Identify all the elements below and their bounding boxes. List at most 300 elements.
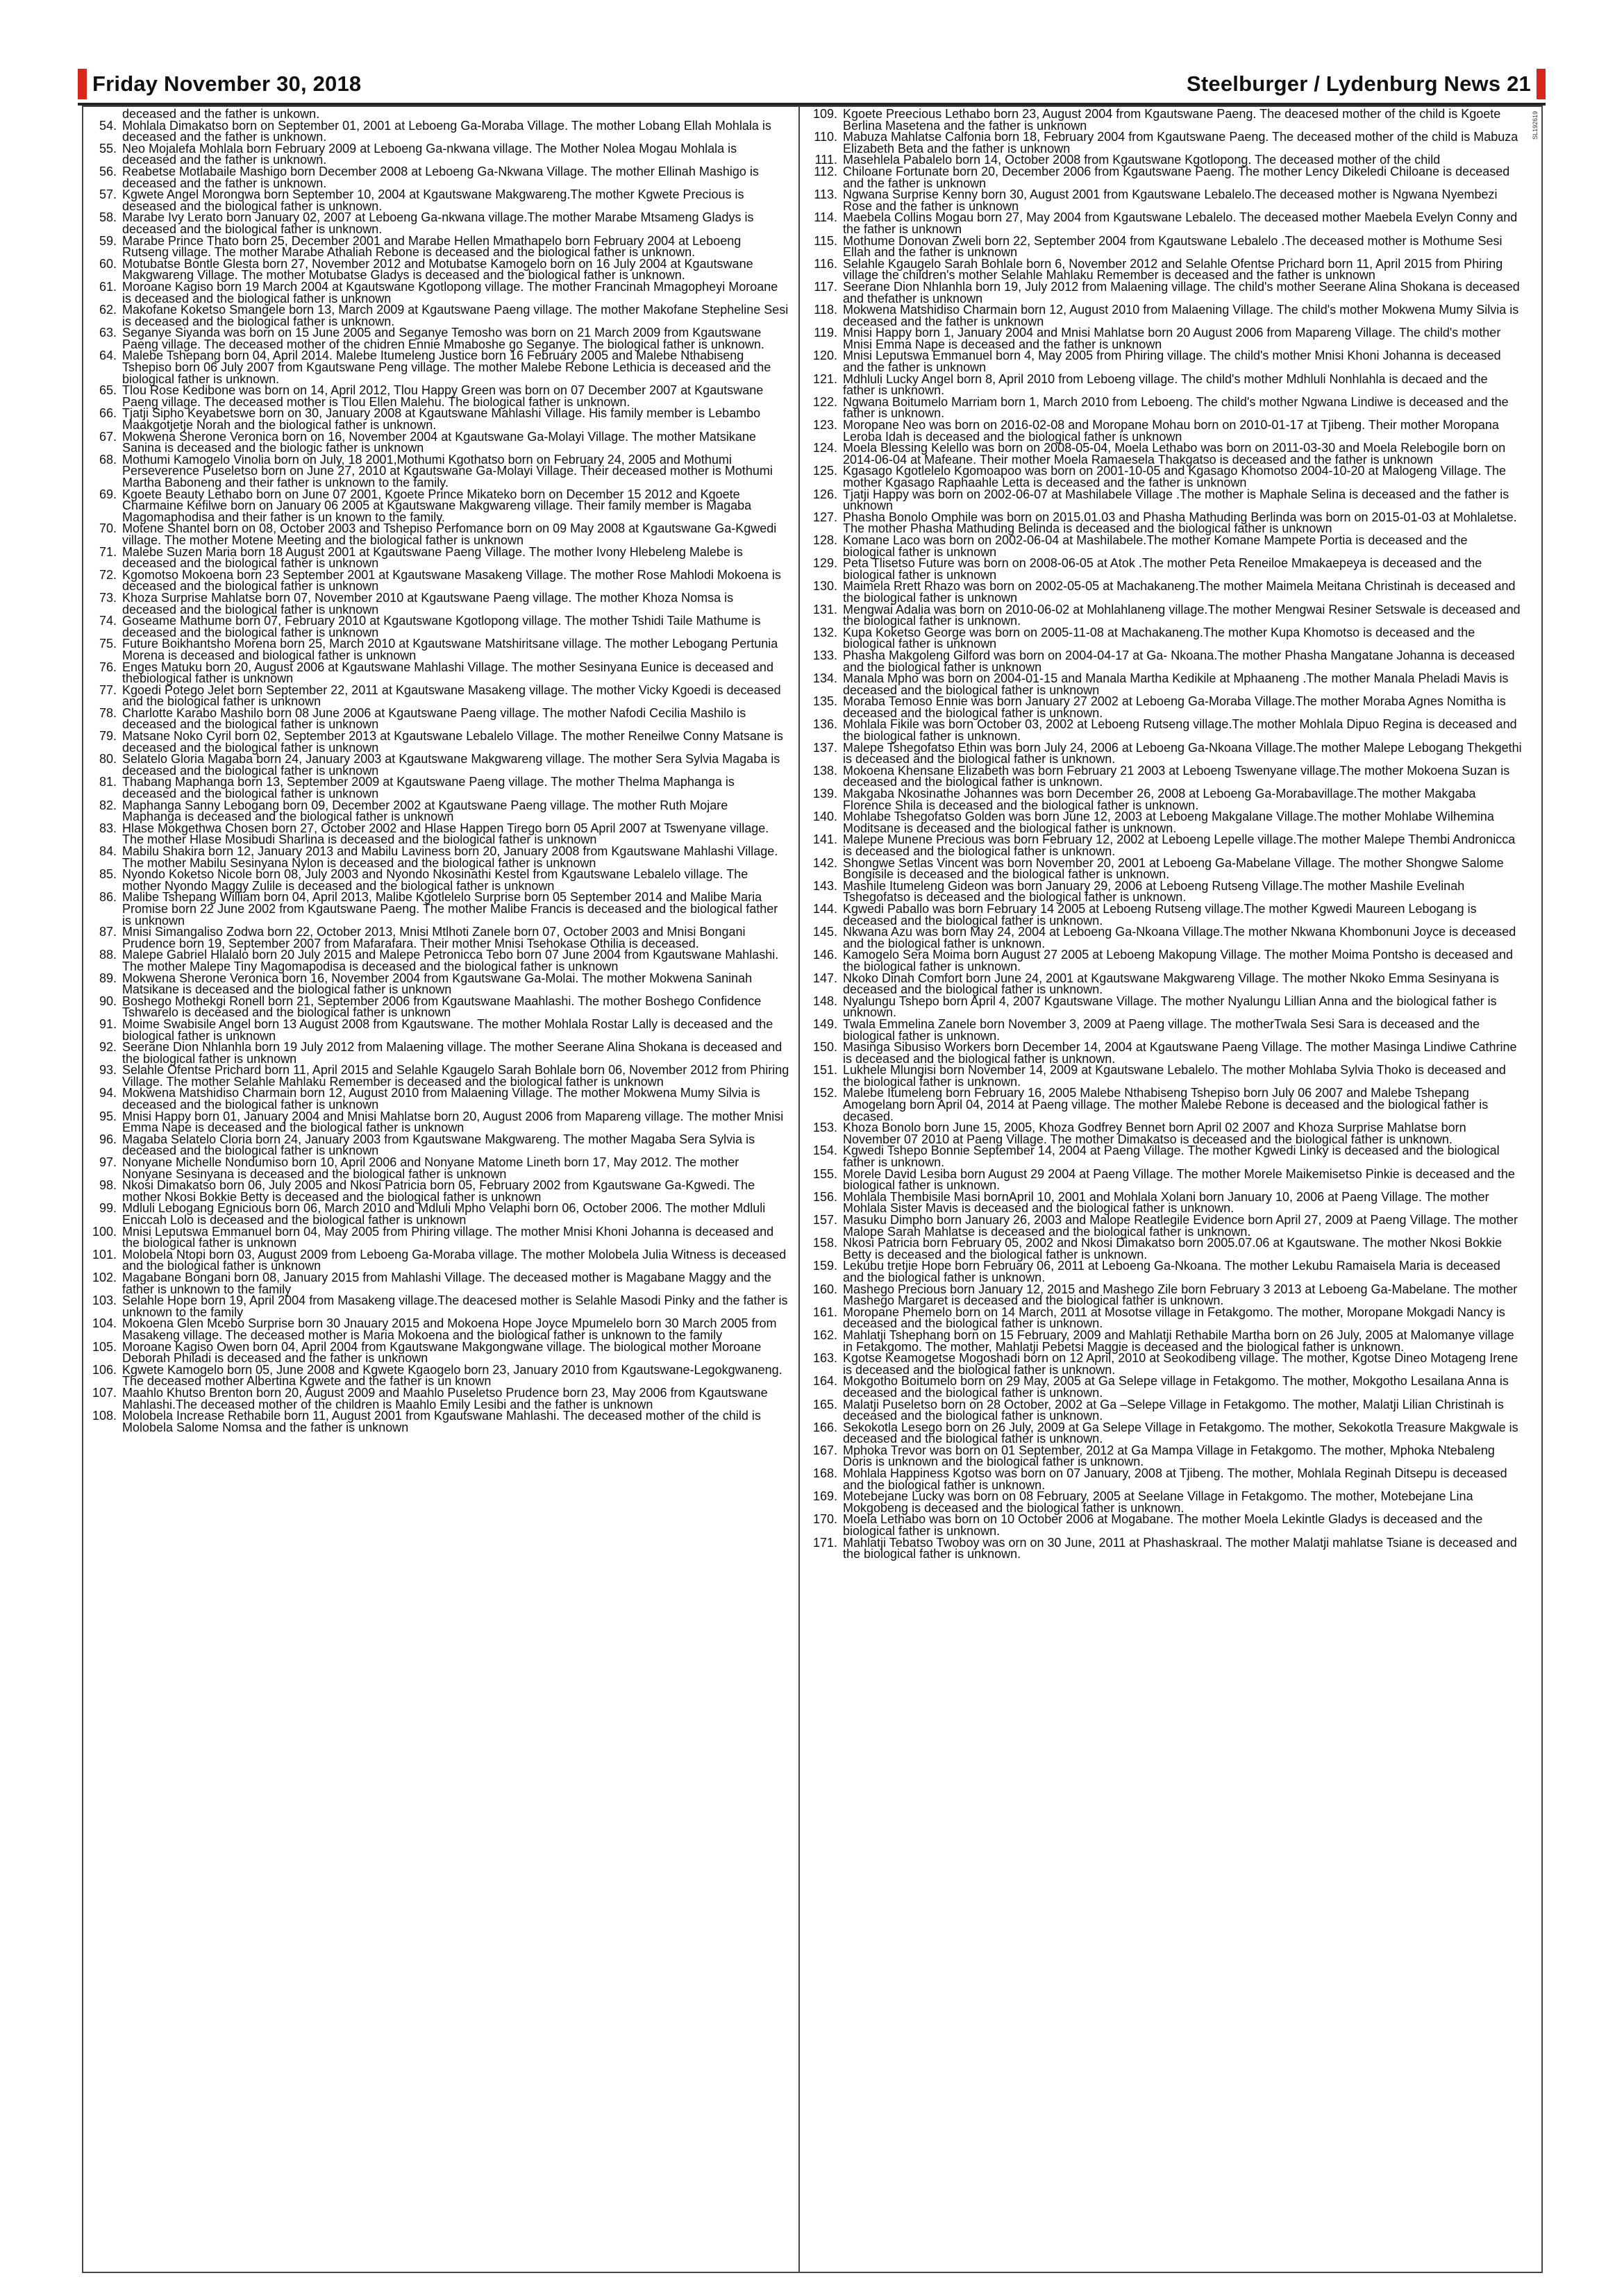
entry-text: Masehlela Pabalelo born 14, October 2008 from Kgautswane Kgotlopong. The deceased mother of the child — [843, 153, 1441, 167]
entry-text: Peta Tlisetso Future was born on 2008-06-05 at Atok .The mother Peta Reneiloe Mmakaepeya is deceased and the biological father is unknown — [843, 556, 1482, 582]
notice-entry — [810, 673, 1522, 696]
entry-text: Neo Mojalefa Mohlala born February 2009 at Leboeng Ga-nkwana village. The Mother Nolea Mogau Mohlala is deceased and the father is unknown. — [122, 141, 737, 167]
notice-entry — [89, 166, 790, 189]
header-right — [1187, 68, 1546, 100]
notice-entry — [89, 730, 790, 753]
entry-number: 136. — [812, 717, 837, 732]
notice-entry — [810, 996, 1522, 1019]
entry-number: 144. — [812, 901, 837, 916]
entry-number: 58. — [99, 210, 117, 225]
entry-number: 162. — [812, 1327, 837, 1342]
notice-entry — [810, 189, 1522, 212]
entry-number: 152. — [812, 1086, 837, 1100]
entry-text: Mohlala Thembisile Masi bornApril 10, 2001 and Mohlala Xolani born January 10, 2006 at Paeng Village. The mother Mohlala Sister Mavis is deceased and the biological father is unknown. — [843, 1189, 1489, 1216]
notice-entry — [810, 627, 1522, 650]
entry-number: 57. — [99, 187, 117, 202]
entry-number: 94. — [99, 1086, 117, 1100]
entry-number: 89. — [99, 971, 117, 985]
entry-text: Mnisi Happy born 01, January 2004 and Mnisi Mahlatse born 20, August 2006 from Mapareng village. The mother Mnisi Emma Nape is deceased and the biological father is unknown — [122, 1109, 784, 1135]
entry-number: 96. — [99, 1132, 117, 1146]
notice-entry — [810, 742, 1522, 765]
entry-number: 171. — [812, 1535, 837, 1550]
entry-number: 120. — [812, 349, 837, 363]
entry-text: Mnisi Happy born 1, January 2004 and Mnisi Mahlatse born 20 August 2006 from Mapareng Village. The child's mother Mnisi Emma Nape is deceased and the father is unknown — [843, 326, 1501, 351]
entry-number: 126. — [812, 487, 837, 501]
notice-entry — [89, 304, 790, 327]
entry-text: Malebe Suzen Maria born 18 August 2001 at Kgautswane Paeng Village. The mother Ivony Hlebeleng Malebe is deceased and the biological father is unknown — [122, 544, 743, 571]
notice-entry — [89, 431, 790, 454]
notice-entry — [89, 1295, 790, 1318]
entry-text: Kgotse Keamogetse Mogoshadi born on 12 April, 2010 at Seokodibeng village. The mother, Kgotse Dineo Motageng Irene is deceased and the biological father is unknown. — [843, 1351, 1518, 1377]
notice-entry — [810, 1307, 1522, 1330]
entry-text: Mashego Precious born January 12, 2015 and Mashego Zile born February 3 2013 at Leboeng Ga-Mabelane. The mother Mashego Margaret is deceased and the biological father is unknown. — [843, 1282, 1518, 1308]
entry-text: Masinga Sibusiso Workers born December 14, 2004 at Kgautswane Paeng Village. The mother Masinga Lindiwe Cathrine is deceased and the biological father is unknown. — [843, 1040, 1517, 1066]
notice-entry — [89, 638, 790, 661]
entry-number: 138. — [812, 763, 837, 778]
entry-text: Kamogelo Sera Moima born August 27 2005 at Leboeng Makopung Village. The mother Moima Pontsho is deceased and the biological father is unknown. — [843, 948, 1513, 973]
entry-text: Moroane Kagiso Owen born 04, April 2004 from Kgautswane Makgongwane village. The biological mother Moroane Deborah Philadi is deceased and the father is unknown — [122, 1339, 762, 1366]
entry-text: Tjatji Sipho Keyabetswe born on 30, January 2008 at Kgautswane Mahlashi Village. His family member is Lebambo Maakgotjetje Norah and the biological father is unknown. — [122, 406, 761, 433]
entry-text: Moime Swabisile Angel born 13 August 2008 from Kgautswane. The mother Mohlala Rostar Lally is deceased and the biological father is unknown — [122, 1016, 773, 1043]
entry-number: 80. — [99, 752, 117, 766]
entry-number: 65. — [99, 383, 117, 398]
entry-text: Mokwena Matshidiso Charmain born 12, August 2010 from Malaening Village. The mother Mokwena Mumy Silvia is deceased and the biological father is unknown — [122, 1086, 760, 1112]
entry-number: 64. — [99, 349, 117, 363]
entry-number: 68. — [99, 452, 117, 467]
entry-text: Sekokotla Lesego born on 26 July, 2009 at Ga Selepe Village in Fetakgomo. The mother, Sekokotla Treasure Makgwale is deceased and the biological father is unknown. — [843, 1420, 1518, 1446]
entry-text: Nkoko Dinah Comfort born June 24, 2001 at Kgautswane Makgwareng Village. The mother Nkoko Emma Sesinyana is deceased and the biological father is unknown. — [843, 971, 1499, 997]
entry-number: 63. — [99, 326, 117, 340]
entry-text: Malebe Itumeleng born February 16, 2005 Malebe Nthabiseng Tshepiso born July 06 2007 and Malebe Tshepang Amogelang born April 04, 2014 at Paeng village. The mother Malebe Rebone is deceased and the biological father is decased. — [843, 1086, 1489, 1123]
entry-text: Selahle Ofentse Prichard born 11, April 2015 and Selahle Kgaugelo Sarah Bohlale born 06, November 2012 from Phiring Village. The mother Selahle Mahlaku Remember is deceased and the biological father is unknown — [122, 1063, 789, 1089]
entry-text: Kgwete Kamogelo born 05, June 2008 and Kgwete Kgaogelo born 23, January 2010 from Kgautswane-Legokgwaneng. The deceased mother Albertina Kgwete and the father is un known — [122, 1362, 782, 1389]
entry-text: Mnisi Leputswa Emmanuel born 04, May 2005 from Phiring village. The mother Mnisi Khoni Johanna is deceased and the biological father is unknown — [122, 1224, 774, 1250]
notice-entry — [89, 707, 790, 730]
entry-number: 123. — [812, 418, 837, 433]
entry-text: Seerane Dion Nhlanhla born 19, July 2012 from Malaening village. The child's mother Seerane Alina Shokana is deceased and thefather is unknown — [843, 279, 1520, 305]
entry-number: 88. — [99, 948, 117, 962]
entry-text: Seerane Dion Nhlanhla born 19 July 2012 from Malaening village. The mother Seerane Alina Shokana is deceased and the biological father is unknown — [122, 1040, 782, 1066]
notice-entry — [810, 327, 1522, 350]
notice-entry — [810, 1491, 1522, 1514]
notice-entry — [810, 880, 1522, 903]
notice-entry — [89, 1364, 790, 1387]
notice-entry — [89, 1318, 790, 1341]
entry-number: 54. — [99, 118, 117, 133]
notice-entry — [89, 212, 790, 235]
entry-number: 146. — [812, 948, 837, 962]
entry-text: Kgoete Beauty Lethabo born on June 07 2001, Kgoete Prince Mikateko born on December 15 2012 and Kgoete Charmaine Kefilwe born on January 06 2005 at Kgautswane Makgwareng village. Their family member is Magaba Magomaphodisa and their father is un known to the family. — [122, 487, 752, 524]
entry-text: Motubatse Bontle Glesta born 27, November 2012 and Motubatse Kamogelo born on 16 July 2004 at Kgautswane Makgwareng Village. The mother Motubatse Gladys is deceased and the biological father is unknown. — [122, 256, 753, 283]
entry-text: Mashile Itumeleng Gideon was born January 29, 2006 at Leboeng Rutseng Village.The mother Mashile Evelinah Tshegofatso is deceased and the biological father is unknown. — [843, 878, 1465, 905]
entry-text: Lekubu tretjie Hope born February 06, 2011 at Leboeng Ga-Nkoana. The mother Lekubu Ramaisela Maria is deceased and the biological father is unknown. — [843, 1259, 1500, 1284]
entry-number: 73. — [99, 590, 117, 605]
entry-number: 130. — [812, 579, 837, 594]
page-header — [78, 68, 1546, 106]
notice-entry — [89, 1180, 790, 1203]
entry-number: 166. — [812, 1420, 837, 1434]
entry-number: 98. — [99, 1178, 117, 1193]
notice-entry — [89, 682, 790, 709]
entry-text: Moela Lethabo was born on 10 October 2006 at Mogabane. The mother Moela Lekintle Gladys is deceased and the biological father is unknown. — [843, 1512, 1483, 1539]
entry-text: Nkwana Azu was born May 24, 2004 at Leboeng Ga-Nkoana Village.The mother Nkwana Khombonuni Joyce is deceased and the biological father is unknown. — [843, 925, 1516, 950]
notice-entry — [810, 1214, 1522, 1237]
notice-entry — [89, 1203, 790, 1225]
entry-text: Ngwana Surprise Kenny born 30, August 2001 from Kgautswane Lebalelo.The deceased mother is Ngwana Nyembezi Rose and the father is unknown — [843, 187, 1498, 213]
entry-number: 108. — [92, 1409, 117, 1423]
notice-entry — [810, 1399, 1522, 1422]
entry-text: Magabane Bongani born 08, January 2015 from Mahlashi Village. The deceased mother is Magabane Maggy and the father is unknown to the family — [122, 1270, 771, 1296]
entry-number: 93. — [99, 1063, 117, 1078]
entry-text: Hlase Mokgethwa Chosen born 27, October 2002 and Hlase Happen Tirego born 05 April 2007 at Tswenyane village. The mother Hlase Mosibudi Sharlina is deceased and the biological father is unknown — [122, 821, 769, 847]
entry-text: Enges Matuku born 20, August 2006 at Kgautswane Mahlashi Village. The mother Sesinyana Eunice is deceased and thebiological father is unknown — [122, 660, 773, 686]
entry-text: Komane Laco was born on 2002-06-04 at Mashilabele.The mother Komane Mampete Portia is deceased and the biological father is unknown — [843, 533, 1468, 559]
notice-entry — [810, 1087, 1522, 1122]
entry-text: Twala Emmelina Zanele born November 3, 2009 at Paeng village. The motherTwala Sesi Sara is deceased and the biological father is unknown. — [843, 1016, 1480, 1043]
notice-entry — [810, 535, 1522, 558]
entry-text: Marabe Prince Thato born 25, December 2001 and Marabe Hellen Mmathapelo born February 2004 at Leboeng Rutseng village. The mother Marabe Athaliah Rebone is deceased and the biological father is unknown. — [122, 233, 742, 260]
entry-text: Boshego Mothekgi Ronell born 21, September 2006 from Kgautswane Maahlashi. The mother Boshego Confidence Tshwarelo is deceased and the biological father is unknown — [122, 994, 762, 1020]
notice-entry — [810, 650, 1522, 673]
notice-entry — [89, 869, 790, 891]
notice-entry — [89, 1041, 790, 1064]
notice-entry — [89, 996, 790, 1019]
entry-text: Chiloane Fortunate born 20, December 2006 from Kgautswane Paeng. The mother Lency Dikeledi Chiloane is deceased and the father is unknown — [843, 164, 1510, 190]
entry-text: Mphoka Trevor was born on 01 September, 2012 at Ga Mampa Village in Fetakgomo. The mother, Mphoka Ntebaleng Doris is unknown and the biological father is unknown. — [843, 1443, 1495, 1469]
entry-number: 131. — [812, 602, 837, 617]
entry-number: 157. — [812, 1213, 837, 1227]
entry-text: Molobela Ntopi born 03, August 2009 from Leboeng Ga-Moraba village. The mother Molobela Julia Witness is deceased and the biological father is unknown — [122, 1247, 787, 1273]
notice-entry — [810, 396, 1522, 419]
entry-number: 150. — [812, 1040, 837, 1055]
entry-text: Future Boikhantsho Morena born 25, March 2010 at Kgautswane Matshiritsane village. The mother Lebogang Pertunia Morena is deceased and biological father is unknown — [122, 637, 778, 662]
entry-number: 125. — [812, 464, 837, 478]
notice-entry — [89, 1226, 790, 1249]
entry-text: Tlou Rose Kedibone was born on 14, April 2012, Tlou Happy Green was born on 07 December 2007 at Kgautswane Paeng village. The deceased mother is Tlou Ellen Malehu. The biological father is unknown. — [122, 383, 764, 409]
entry-number: 90. — [99, 994, 117, 1008]
entry-text: Kgasago Kgotlelelo Kgomoapoo was born on 2001-10-05 and Kgasago Khomotso 2004-10-20 at Malogeng Village. The mother Kgasago Raphaahle Letta is deceased and the father is unknown — [843, 464, 1507, 489]
entry-number: 124. — [812, 441, 837, 455]
entry-number: 167. — [812, 1443, 837, 1457]
notice-entry — [89, 662, 790, 685]
entry-number: 139. — [812, 787, 837, 801]
notice-entry — [89, 776, 790, 799]
entry-text: Mahlatji Tshephang born on 15 February, 2009 and Mahlatji Rethabile Martha born on 26 July, 2005 at Malomanye village in Fetakgomo. The mother, Mahlatji Pebetsi Maggie is deceased and the biological father is unknown. — [843, 1327, 1514, 1354]
notice-entry — [89, 1157, 790, 1180]
entry-number: 67. — [99, 429, 117, 444]
entry-number: 141. — [812, 832, 837, 847]
continuation-text: deceased and the father is unkown. — [122, 107, 320, 121]
entry-text: Makgaba Nkosinathe Johannes was born December 26, 2008 at Leboeng Ga-Morabavillage.The mother Makgaba Florence Shila is deceased and the biological father is unknown. — [843, 787, 1476, 812]
notice-entry — [810, 1237, 1522, 1260]
entry-number: 82. — [99, 798, 117, 812]
entry-number: 91. — [99, 1016, 117, 1031]
notice-entry — [89, 1410, 790, 1433]
notice-entry — [810, 1145, 1522, 1168]
notice-entry — [89, 569, 790, 592]
header-accent-bar-right — [1537, 69, 1546, 99]
entry-number: 109. — [812, 107, 837, 121]
notice-entry — [810, 442, 1522, 465]
entry-text: Lukhele Mlungisi born November 14, 2009 at Kgautswane Lebalelo. The mother Mohlaba Sylvia Thoko is deceased and the biological father is unknown. — [843, 1063, 1506, 1089]
notice-entry — [89, 1341, 790, 1364]
notice-entry — [89, 823, 790, 846]
entry-number: 142. — [812, 855, 837, 870]
notice-entry — [810, 108, 1522, 131]
entry-text: Nkosi Patricia born February 05, 2002 and Nkosi Dimakatso born 2005.07.06 at Kgautswane. The mother Nkosi Bokkie Betty is deceased and the biological father is unknown. — [843, 1236, 1502, 1262]
entry-number: 59. — [99, 233, 117, 248]
entry-number: 69. — [99, 487, 117, 501]
entry-text: Mengwai Adalia was born on 2010-06-02 at Mohlahlaneng village.The mother Mengwai Resiner Setswale is deceased and the biological father is unknown. — [843, 602, 1521, 628]
notice-entry — [89, 235, 790, 258]
entry-text: Moropane Phemelo born on 14 March, 2011 at Mosotse village in Fetakgomo. The mother, Moropane Mokgadi Nancy is deceased and the biological father is unknown. — [843, 1305, 1505, 1331]
column-divider — [798, 106, 800, 2273]
entry-number: 72. — [99, 567, 117, 582]
notice-entry — [810, 489, 1522, 512]
notice-entry — [810, 765, 1522, 788]
entry-number: 75. — [99, 637, 117, 651]
entry-text: Mdluli Lebogang Egnicious born 06, March 2010 and Mdluli Mpho Velaphi born 06, October 2006. The mother Mdluli Eniccah Lolo is deceased and the biological father is unknown — [122, 1201, 766, 1227]
entry-number: 149. — [812, 1016, 837, 1031]
entry-number: 92. — [99, 1040, 117, 1055]
notice-entry — [810, 903, 1522, 926]
notice-entry — [810, 258, 1522, 281]
notice-entry — [89, 926, 790, 949]
entry-text: Moropane Neo was born on 2016-02-08 and Moropane Mohau born on 2010-01-17 at Tjibeng. Their mother Moropana Leroba Idah is deceased and the biological father is unknown — [843, 418, 1499, 444]
notice-entry — [810, 696, 1522, 719]
notice-entry — [810, 717, 1522, 744]
entry-number: 170. — [812, 1512, 837, 1527]
entry-text: Kupa Koketso George was born on 2005-11-08 at Machakaneng.The mother Kupa Khomotso is deceased and the biological father is unknown — [843, 625, 1475, 651]
notice-entry — [810, 350, 1522, 373]
notice-entry — [810, 1064, 1522, 1087]
entry-number: 61. — [99, 279, 117, 294]
notice-entry — [810, 235, 1522, 258]
entry-text: Kgomotso Mokoena born 23 September 2001 at Kgautswane Masakeng Village. The mother Rose Mahlodi Mokoena is deceased and the biological father is unknown — [122, 567, 781, 594]
notice-entry — [810, 834, 1522, 857]
entry-number: 117. — [814, 279, 837, 294]
entry-number: 140. — [812, 810, 837, 824]
entry-number: 156. — [812, 1189, 837, 1204]
entry-text: Thabang Maphanga born 13, September 2009 at Kgautswane Paeng village. The mother Thelma Maphanga is deceased and the biological father is unknown — [122, 775, 735, 801]
entry-number: 56. — [99, 164, 117, 178]
entry-number: 145. — [812, 925, 837, 939]
notice-entry — [89, 592, 790, 615]
notice-entry — [810, 166, 1522, 189]
notice-entry — [810, 371, 1522, 398]
entry-number: 137. — [812, 740, 837, 755]
header-accent-bar-left — [78, 69, 87, 99]
notice-entry — [810, 304, 1522, 327]
entry-number: 99. — [99, 1201, 117, 1216]
entry-text: Molobela Increase Rethabile born 11, August 2001 from Kgautswane Mahlashi. The deceased mother of the child is Molobela Salome Nomsa and the father is unknown — [122, 1409, 761, 1434]
entry-text: Mohlabe Tshegofatso Golden was born June 12, 2003 at Leboeng Makgalane Village.The mother Mohlabe Wilhemina Moditsane is deceased and the biological father is unknown. — [843, 810, 1494, 835]
entry-text: Mohlala Dimakatso born on September 01, 2001 at Leboeng Ga-Moraba Village. The mother Lobang Ellah Mohlala is deceased and the father is unknown. — [122, 118, 771, 144]
notice-entry — [810, 1512, 1522, 1539]
entry-number: 70. — [99, 521, 117, 536]
entry-number: 66. — [99, 406, 117, 421]
notice-entry — [810, 1375, 1522, 1398]
entry-text: Mohlala Fikile was born October 03, 2002 at Leboeng Rutseng village.The mother Mohlala Dipuo Regina is deceased and the biological father is unknown. — [843, 717, 1517, 744]
notice-entry — [89, 454, 790, 489]
entry-number: 55. — [99, 141, 117, 156]
entry-text: Matsane Noko Cyril born 02, September 2013 at Kgautswane Lebalelo Village. The mother Reneilwe Conny Matsane is deceased and the biological father is unknown — [122, 729, 783, 755]
notice-entry — [810, 558, 1522, 580]
notice-entry — [89, 891, 790, 926]
notice-entry — [810, 1284, 1522, 1307]
notice-entry — [810, 419, 1522, 442]
issue-date: Friday November 30, 2018 — [92, 72, 362, 96]
entry-text: Kgoedi Potego Jelet born September 22, 2011 at Kgautswane Masakeng village. The mother Vicky Kgoedi is deceased and the biological father is unknown — [122, 682, 781, 709]
notice-entry — [810, 1016, 1522, 1043]
entry-text: Nyondo Koketso Nicole born 08, July 2003 and Nyondo Nkosinathi Kestel from Kgautswane Lebalelo village. The mother Nyondo Maggy Zulile is deceased and the biological father is unknown — [122, 867, 748, 893]
entry-number: 84. — [99, 844, 117, 858]
notice-entry — [810, 788, 1522, 811]
notice-entry — [810, 131, 1522, 154]
header-left — [78, 68, 361, 100]
entry-text: Khoza Surprise Mahlatse born 07, November 2010 at Kgautswane Paeng village. The mother Khoza Nomsa is deceased and the biological father is unknown — [122, 590, 734, 617]
notice-entry — [810, 1191, 1522, 1214]
entry-text: Kgwedi Paballo was born February 14 2005 at Leboeng Rutseng village.The mother Kgwedi Maureen Lebogang is deceased and the biological father is unknown. — [843, 901, 1477, 928]
notice-entry — [810, 212, 1522, 235]
notice-entry — [89, 1387, 790, 1410]
entry-number: 160. — [812, 1282, 837, 1296]
entry-text: Mdhluli Lucky Angel born 8, April 2010 from Leboeng village. The child's mother Mdhluli Nonhlahla is decaed and the father is unknown. — [843, 371, 1488, 398]
entry-text: Morele David Lesiba born August 29 2004 at Paeng Village. The mother Morele Maikemisetso Pinkie is deceased and the biological father is unknown. — [843, 1166, 1515, 1193]
entry-text: Tjatji Happy was born on 2002-06-07 at Mashilabele Village .The mother is Maphale Selina is deceased and the father is unknown — [843, 487, 1509, 513]
entry-number: 133. — [812, 648, 837, 662]
entry-text: Khoza Bonolo born June 15, 2005, Khoza Godfrey Bennet born April 02 2007 and Khoza Surprise Mahlatse born November 07 2010 at Paeng Village. The mother Dimakatso is deceased and the biological father is unknown. — [843, 1121, 1466, 1146]
entry-number: 81. — [99, 775, 117, 789]
entry-text: Kgwete Angel Morongwa born September 10, 2004 at Kgautswane Makgwareng.The mother Kgwete Precious is deseased and the biological father is unknown. — [122, 187, 744, 213]
entry-text: Maphanga Sanny Lebogang born 09, December 2002 at Kgautswane Paeng village. The mother Ruth Mojare Maphanga is deceased and the biological father is unknown — [122, 798, 728, 824]
entry-number: 87. — [99, 925, 117, 939]
entry-text: Mohlala Happiness Kgotso was born on 07 January, 2008 at Tjibeng. The mother, Mohlala Reginah Ditsepu is deceased and the biological father is unknown. — [843, 1466, 1507, 1492]
entry-text: Charlotte Karabo Mashilo born 08 June 2006 at Kgautswane Paeng village. The mother Nafodi Cecilia Mashilo is deceased and the biological father is unknown — [122, 705, 746, 732]
entry-number: 60. — [99, 256, 117, 271]
entry-text: Kgoete Preecious Lethabo born 23, August 2004 from Kgautswane Paeng. The deacesed mother of the child is Kgoete Berlina Masetena and the father is unknown — [843, 107, 1501, 133]
entry-number: 74. — [99, 614, 117, 628]
notice-entry — [89, 327, 790, 350]
entry-number: 129. — [812, 556, 837, 571]
entry-text: Masuku Dimpho born January 26, 2003 and Malope Reatlegile Evidence born April 27, 2009 at Paeng Village. The mother Malope Sarah Mahlatse is deceased and the biological father is unknown. — [843, 1213, 1518, 1239]
entry-text: Mahlatji Tebatso Twoboy was orn on 30 June, 2011 at Phashaskraal. The mother Malatji mahlatse Tsiane is deceased and the biological father is unknown. — [843, 1535, 1517, 1561]
entry-number: 115. — [814, 233, 837, 248]
notice-entry — [89, 281, 790, 304]
notice-entry — [89, 973, 790, 996]
entry-text: Selatelo Gloria Magaba born 24, January 2003 at Kgautswane Makgwareng village. The mother Sera Sylvia Magaba is deceased and the biological father is unknown — [122, 752, 780, 778]
entry-text: Manala Mpho was born on 2004-01-15 and Manala Martha Kedikile at Mphaaneng .The mother Manala Pheladi Mavis is deceased and the biological father is unknown — [843, 671, 1509, 697]
notice-entry — [89, 258, 790, 281]
notice-entry — [89, 615, 790, 638]
entry-number: 107. — [92, 1385, 117, 1400]
entry-number: 78. — [99, 705, 117, 720]
entry-text: Maimela Rrett Rhazo was born on 2002-05-05 at Machakaneng.The mother Maimela Meitana Christinah is deceased and the biological father is unknown — [843, 579, 1516, 605]
right-column — [810, 108, 1522, 1560]
notice-entry — [89, 1272, 790, 1295]
notice-entry — [810, 1168, 1522, 1191]
entry-text: Magaba Selatelo Cloria born 24, January 2003 from Kgautswane Makgwareng. The mother Magaba Sera Sylvia is deceased and the biological father is unknown — [122, 1132, 755, 1158]
entry-number: 147. — [812, 971, 837, 985]
entry-number: 151. — [812, 1063, 837, 1078]
entry-number: 112. — [814, 164, 837, 178]
entry-number: 164. — [812, 1374, 837, 1389]
entry-text: Nkosi Dimakatso born 06, July 2005 and Nkosi Patricia born 05, February 2002 from Kgautswane Ga-Kgwedi. The mother Nkosi Bokkie Betty is deceased and the biological father is unknown — [122, 1178, 755, 1204]
entry-text: Mokwena Sherone Veronica born 16, November 2004 from Kgautswane Ga-Molai. The mother Mokwena Saninah Matsikane is deceased and the biological father is unknown — [122, 971, 753, 997]
notice-entry — [810, 465, 1522, 488]
notice-entry — [810, 1327, 1522, 1354]
entry-number: 95. — [99, 1109, 117, 1123]
notice-entry — [89, 189, 790, 212]
notice-entry — [810, 1445, 1522, 1468]
entry-text: Maahlo Khutso Brenton born 20, August 2009 and Maahlo Puseletso Prudence born 23, May 2006 from Kgautswane Mahlashi.The deceased mother of the children is Maahlo Emily Lesibi and the father is unknown — [122, 1385, 768, 1411]
entry-number: 161. — [812, 1305, 837, 1319]
entry-number: 101. — [92, 1247, 117, 1262]
entry-number: 76. — [99, 660, 117, 674]
notice-entry — [89, 523, 790, 546]
notice-entry — [810, 973, 1522, 996]
entry-text: Mokwena Sherone Veronica born on 16, November 2004 at Kgautswane Ga-Molayi Village. The mother Matsikane Sanina is deceased and the biologic father is unknown — [122, 429, 756, 455]
entry-number: 102. — [92, 1270, 117, 1284]
entry-text: Moroane Kagiso born 19 March 2004 at Kgautswane Kgotlopong village. The mother Francinah Mmagopheyi Moroane is deceased and the biological father is unknown — [122, 279, 778, 305]
entry-number: 134. — [812, 671, 837, 686]
notice-entry — [89, 406, 790, 433]
entry-number: 105. — [92, 1339, 117, 1354]
entry-text: Mokwena Matshidiso Charmain born 12, August 2010 from Malaening Village. The child's mother Mokwena Mumy Silvia is deceased and the father is unknown — [843, 303, 1519, 328]
notice-entry — [89, 800, 790, 823]
entry-number: 62. — [99, 303, 117, 317]
entry-text: Maebela Collins Mogau born 27, May 2004 from Kgautswane Lebalelo. The deceased mother Maebela Evelyn Conny and the father is unknown — [843, 210, 1518, 236]
notice-entry — [810, 281, 1522, 304]
entry-number: 79. — [99, 729, 117, 744]
entry-number: 111. — [814, 153, 837, 167]
entry-number: 165. — [812, 1397, 837, 1411]
entry-number: 122. — [812, 394, 837, 409]
notice-entry — [810, 1537, 1522, 1560]
entry-number: 158. — [812, 1236, 837, 1250]
notice-entry — [810, 512, 1522, 535]
entry-number: 85. — [99, 867, 117, 882]
notice-entry — [89, 949, 790, 972]
entry-number: 163. — [812, 1351, 837, 1366]
entry-number: 86. — [99, 890, 117, 905]
notice-entry — [89, 546, 790, 569]
notice-entry — [810, 580, 1522, 603]
entry-text: Makofane Koketso Smangele born 13, March 2009 at Kgautswane Paeng village. The mother Makofane Stepheline Sesi is deceased and the biological father is unknown. — [122, 303, 789, 328]
entry-number: 106. — [92, 1362, 117, 1377]
notice-entry — [89, 143, 790, 166]
entry-text: Motebejane Lucky was born on 08 February, 2005 at Seelane Village in Fetakgomo. The mother, Motebejane Lina Mokgobeng is deceased and the biological father is unknown. — [843, 1489, 1473, 1515]
entry-text: Phasha Makgoleng Gilford was born on 2004-04-17 at Ga- Nkoana.The mother Phasha Mangatane Johanna is deceased and the biological father is unknown — [843, 648, 1515, 674]
entry-number: 128. — [812, 533, 837, 547]
entry-number: 153. — [812, 1121, 837, 1135]
notice-entry — [89, 1064, 790, 1087]
notice-entry — [89, 120, 790, 143]
publication-title: Steelburger / Lydenburg News 21 — [1186, 72, 1531, 96]
entry-text: Mothume Donovan Zweli born 22, September 2004 from Kgautswane Lebalelo .The deceased mother is Mothume Sesi Ellah and the father is unknown — [843, 233, 1502, 260]
entry-number: 77. — [99, 682, 117, 697]
entry-number: 159. — [812, 1259, 837, 1273]
entry-number: 71. — [99, 544, 117, 559]
notice-entry — [810, 1352, 1522, 1375]
notice-entry — [89, 385, 790, 408]
entry-text: Reabetse Motlabaile Mashigo born December 2008 at Leboeng Ga-Nkwana Village. The mother Ellinah Mashigo is deceased and the father is unknown. — [122, 164, 759, 190]
notice-reference-code: SL192619 — [1532, 111, 1539, 140]
entry-text: Goseame Mathume born 07, February 2010 at Kgautswane Kgotlopong village. The mother Tshidi Taile Mathume is deceased and the biological father is unknown — [122, 614, 761, 639]
entry-text: Malepe Tshegofatso Ethin was born July 24, 2006 at Leboeng Ga-Nkoana Village.The mother Malepe Lebogang Thekgethi is deceased and the biological father is unknown. — [843, 740, 1522, 766]
entry-text: Nonyane Michelle Nondumiso born 10, April 2006 and Nonyane Matome Lineth born 17, May 2012. The mother Nonyane Sesinyana is deceased and the biological father is unknown — [122, 1155, 739, 1181]
entry-number: 143. — [812, 878, 837, 893]
